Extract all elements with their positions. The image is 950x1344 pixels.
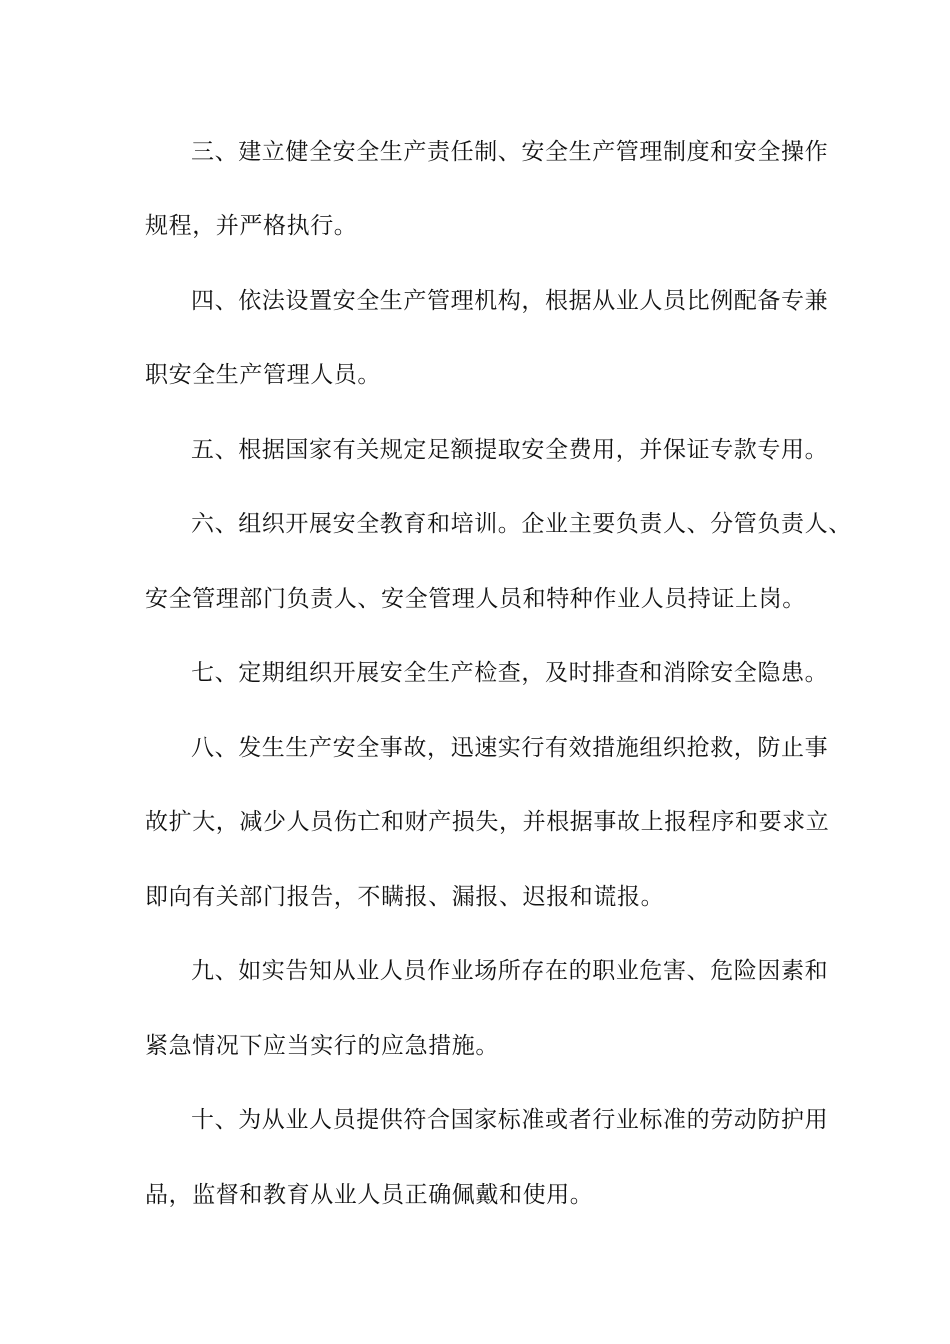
paragraph-9-line-2: 紧急情况下应当实行的应急措施。	[145, 1033, 499, 1059]
paragraph-3-line-1: 三、建立健全安全生产责任制、安全生产管理制度和安全操作	[191, 139, 829, 165]
paragraph-8-line-3: 即向有关部门报告，不瞒报、漏报、迟报和谎报。	[145, 884, 665, 910]
paragraph-8-line-2: 故扩大，减少人员伤亡和财产损失，并根据事故上报程序和要求立	[145, 809, 830, 835]
paragraph-4-line-2: 职安全生产管理人员。	[145, 362, 381, 388]
paragraph-7-line-1: 七、定期组织开展安全生产检查，及时排查和消除安全隐患。	[191, 660, 829, 686]
paragraph-3-line-2: 规程，并严格执行。	[145, 213, 358, 239]
paragraph-5-line-1: 五、根据国家有关规定足额提取安全费用，并保证专款专用。	[191, 437, 829, 463]
paragraph-9-line-1: 九、如实告知从业人员作业场所存在的职业危害、危险因素和	[191, 958, 829, 984]
paragraph-10-line-1: 十、为从业人员提供符合国家标准或者行业标准的劳动防护用	[191, 1107, 829, 1133]
paragraph-6-line-1: 六、组织开展安全教育和培训。企业主要负责人、分管负责人、	[191, 511, 852, 537]
paragraph-4-line-1: 四、依法设置安全生产管理机构，根据从业人员比例配备专兼	[191, 288, 829, 314]
paragraph-8-line-1: 八、发生生产安全事故，迅速实行有效措施组织抢救，防止事	[191, 735, 829, 761]
paragraph-10-line-2: 品，监督和教育从业人员正确佩戴和使用。	[145, 1182, 594, 1208]
paragraph-6-line-2: 安全管理部门负责人、安全管理人员和特种作业人员持证上岗。	[145, 586, 806, 612]
